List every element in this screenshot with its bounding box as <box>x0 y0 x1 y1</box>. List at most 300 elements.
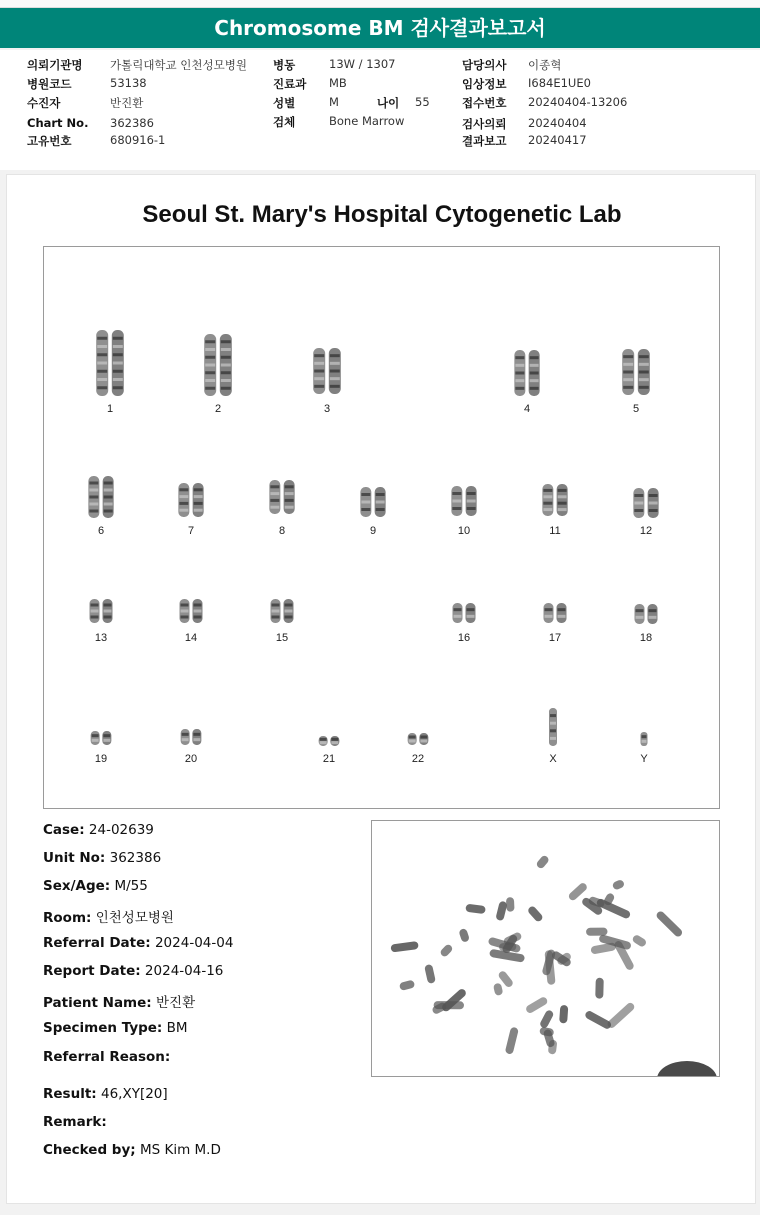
chromosome-band <box>92 734 99 737</box>
chromosome-band <box>221 379 231 382</box>
chromosome-band <box>623 378 633 381</box>
chromosome-band <box>550 737 556 740</box>
chromosome-band <box>194 502 203 505</box>
chromosome <box>408 733 417 745</box>
header-label: 담당의사 <box>462 58 507 72</box>
header-value: 362386 <box>110 116 154 130</box>
metaphase-chromosome <box>595 978 604 999</box>
chromosome-pair-16 <box>453 603 476 623</box>
chromosome-band <box>623 363 633 366</box>
chromosome-band <box>314 370 324 373</box>
chromosome-band <box>113 345 123 348</box>
chromosome-band <box>272 610 280 613</box>
metaphase-chromosome <box>493 983 504 997</box>
chromosome-band <box>113 337 123 340</box>
chromosome-band <box>104 610 112 613</box>
chromosome-band <box>104 489 113 492</box>
metaphase-chromosome <box>465 904 486 914</box>
chromosome-band <box>194 604 202 607</box>
chromosome-band <box>558 508 567 511</box>
header-label: 성별 <box>273 96 296 110</box>
chromosome-band <box>194 488 203 491</box>
chromosome-band <box>97 345 107 348</box>
chromosome-band <box>331 738 338 741</box>
metaphase-chromosome <box>399 980 415 991</box>
chromosome-band <box>205 348 215 351</box>
header-value: 13W / 1307 <box>329 57 396 71</box>
chromosome-band <box>376 493 385 496</box>
chromosome-band <box>515 364 524 367</box>
chromosome-band <box>221 387 231 390</box>
chromosome-pair-13 <box>90 599 113 623</box>
chromosome-band <box>545 615 553 618</box>
chromosome-band <box>543 502 552 505</box>
chromosome-label-Y: Y <box>640 753 648 765</box>
chromosome-band <box>409 740 416 743</box>
chromosome-band <box>649 509 658 512</box>
case-row: Case: 24-02639 <box>43 822 154 838</box>
chromosome-band <box>515 356 524 359</box>
chromosome-band <box>113 386 123 389</box>
chromosome-band <box>104 510 113 513</box>
chromosome-label-4: 4 <box>523 403 531 415</box>
chromosome-pair-12 <box>633 488 658 518</box>
chromosome-pair-1 <box>96 330 124 396</box>
metaphase-chromosome <box>505 1027 519 1055</box>
chromosome-band <box>623 355 633 358</box>
chromosome-band <box>452 492 461 495</box>
header-value: Bone Marrow <box>329 114 405 128</box>
chromosome-label-1: 1 <box>106 403 114 415</box>
chromosome-pair-21 <box>319 736 340 746</box>
chromosome-band <box>330 377 340 380</box>
metaphase-chromosome <box>612 879 626 891</box>
header-value: 반진환 <box>110 96 144 110</box>
chromosome-pair-6 <box>88 476 113 518</box>
chromosome-label-17: 17 <box>548 632 562 644</box>
chromosome <box>102 731 111 745</box>
chromosome-band <box>320 741 327 744</box>
header-value: MB <box>329 76 347 90</box>
chromosome-label-18: 18 <box>639 632 653 644</box>
chromosome-band <box>91 616 99 619</box>
chromosome-band <box>179 495 188 498</box>
chromosome-band <box>467 615 475 618</box>
chromosome-band <box>649 609 657 612</box>
header-label: 수진자 <box>27 96 61 110</box>
chromosome-label-5: 5 <box>632 403 640 415</box>
chromosome-pair-19 <box>91 731 112 745</box>
chromosome-band <box>193 733 200 736</box>
chromosome-band <box>89 510 98 513</box>
header-value: 20240404 <box>528 116 587 130</box>
chromosome-pair-8 <box>269 480 294 514</box>
chromosome-band <box>221 340 231 343</box>
chromosome-band <box>330 362 340 365</box>
chromosome-label-3: 3 <box>323 403 331 415</box>
result-row: Result: 46,XY[20] <box>43 1086 168 1102</box>
sex-age-row: Sex/Age: M/55 <box>43 878 148 894</box>
header-row-institution <box>27 57 83 73</box>
metaphase-chromosome <box>525 996 549 1015</box>
chromosome-band <box>636 616 644 619</box>
header-value: I684E1UE0 <box>528 76 591 90</box>
chromosome <box>192 729 201 745</box>
chromosome-label-7: 7 <box>187 525 195 537</box>
lab-title: Seoul St. Mary's Hospital Cytogenetic Lab <box>142 201 622 228</box>
metaphase-chromosome <box>390 941 418 953</box>
metaphase-chromosome <box>527 905 544 923</box>
chromosome-pair-10 <box>451 486 476 516</box>
chromosome-band <box>634 494 643 497</box>
chromosome-band <box>97 337 107 340</box>
chromosome-band <box>205 356 215 359</box>
metaphase-chromosome <box>495 901 507 922</box>
metaphase-chromosome <box>439 943 454 958</box>
chromosome-band <box>104 503 113 506</box>
chromosome-band <box>270 485 279 488</box>
metaphase-chromosome <box>458 928 470 943</box>
chromosome-band <box>558 608 566 611</box>
chromosome-band <box>467 492 476 495</box>
chromosome-label-19: 19 <box>94 753 108 765</box>
header-label: 병원코드 <box>27 77 72 91</box>
chromosome-label-15: 15 <box>275 632 289 644</box>
metaphase-chromosome <box>424 964 436 984</box>
metaphase-chromosome <box>506 897 515 912</box>
chromosome-band <box>530 379 539 382</box>
chromosome-band <box>194 509 203 512</box>
header-label: 검사의뢰 <box>462 117 507 131</box>
chromosome-band <box>452 500 461 503</box>
chromosome <box>419 733 428 745</box>
referral-date-row: Referral Date: 2024-04-04 <box>43 935 234 951</box>
chromosome <box>641 732 648 746</box>
chromosome-band <box>330 354 340 357</box>
chromosome-band <box>104 616 112 619</box>
chromosome-band <box>285 492 294 495</box>
metaphase-chromosome <box>655 910 684 938</box>
header-label: 결과보고 <box>462 134 507 148</box>
chromosome-band <box>179 509 188 512</box>
chromosome-band <box>285 604 293 607</box>
chromosome-band <box>550 714 556 717</box>
header-label: 접수번호 <box>462 96 507 110</box>
chromosome-band <box>97 353 107 356</box>
metaphase-chromosome <box>631 934 647 948</box>
chromosome-band <box>193 738 200 741</box>
age-label: 나이 <box>377 96 400 110</box>
chromosome-band <box>221 348 231 351</box>
chromosome-pair-3 <box>313 348 341 394</box>
chromosome-band <box>623 371 633 374</box>
chromosome-band <box>285 610 293 613</box>
chromosome-band <box>558 495 567 498</box>
chromosome-band <box>639 371 649 374</box>
chromosome-band <box>179 488 188 491</box>
chromosome-pair-7 <box>178 483 203 517</box>
chromosome-band <box>361 501 370 504</box>
chromosome-band <box>642 740 647 743</box>
chromosome-band <box>530 356 539 359</box>
chromosome-band <box>515 387 524 390</box>
chromosome-band <box>314 385 324 388</box>
chromosome-band <box>550 722 556 725</box>
chromosome-band <box>639 363 649 366</box>
chromosome-band <box>649 616 657 619</box>
chromosome-band <box>636 609 644 612</box>
header-label: 임상정보 <box>462 77 507 91</box>
chromosome-label-14: 14 <box>184 632 198 644</box>
metaphase-chromosome <box>539 1009 555 1029</box>
remark-row: Remark: <box>43 1114 107 1130</box>
metaphase-chromosome <box>559 1005 568 1024</box>
specimen-type-row: Specimen Type: BM <box>43 1020 188 1036</box>
chromosome-band <box>515 379 524 382</box>
chromosome <box>330 736 339 746</box>
chromosome-band <box>530 372 539 375</box>
header-label: 의뢰기관명 <box>27 58 83 72</box>
report-panel <box>6 174 756 1204</box>
chromosome-band <box>205 379 215 382</box>
karyogram-svg <box>44 247 719 808</box>
chromosome <box>181 729 190 745</box>
chromosome-band <box>314 377 324 380</box>
chromosome-pair-15 <box>271 599 294 623</box>
chromosome-band <box>558 489 567 492</box>
chromosome-band <box>97 370 107 373</box>
chromosome-band <box>270 499 279 502</box>
chromosome <box>466 603 476 623</box>
chromosome-band <box>194 616 202 619</box>
chromosome-band <box>467 500 476 503</box>
report-title: Chromosome BM 검사결과보고서 <box>0 8 760 48</box>
chromosome-band <box>285 616 293 619</box>
chromosome-band <box>104 604 112 607</box>
chromosome-band <box>376 508 385 511</box>
chromosome-band <box>623 386 633 389</box>
header-value: 20240417 <box>528 133 587 147</box>
chromosome-band <box>182 733 189 736</box>
karyogram-image <box>43 246 720 809</box>
chromosome-band <box>104 496 113 499</box>
metaphase-chromosome <box>535 854 550 869</box>
chromosome-band <box>91 604 99 607</box>
chromosome-label-2: 2 <box>214 403 222 415</box>
chromosome-band <box>530 387 539 390</box>
chromosome-band <box>103 734 110 737</box>
metaphase-chromosome <box>584 1010 613 1031</box>
chromosome-band <box>194 495 203 498</box>
chromosome-band <box>221 356 231 359</box>
chromosome-label-12: 12 <box>639 525 653 537</box>
chromosome-band <box>409 736 416 739</box>
chromosome-band <box>205 340 215 343</box>
interphase-nucleus <box>657 1061 717 1076</box>
chromosome-band <box>639 386 649 389</box>
chromosome-pair-X <box>549 708 557 746</box>
chromosome-band <box>543 495 552 498</box>
chromosome-band <box>639 378 649 381</box>
chromosome-band <box>113 353 123 356</box>
chromosome-label-8: 8 <box>278 525 286 537</box>
chromosome <box>453 603 463 623</box>
chromosome-band <box>285 485 294 488</box>
chromosome-band <box>89 503 98 506</box>
chromosome-band <box>181 610 189 613</box>
chromosome-band <box>634 509 643 512</box>
chromosome <box>269 480 280 514</box>
chromosome-band <box>270 506 279 509</box>
chromosome-band <box>113 378 123 381</box>
chromosome-band <box>558 615 566 618</box>
chromosome-band <box>314 362 324 365</box>
chromosome-label-22: 22 <box>411 753 425 765</box>
header-label: 고유번호 <box>27 134 72 148</box>
header-label: 검체 <box>273 115 296 129</box>
chromosome-band <box>330 370 340 373</box>
chromosome-band <box>221 364 231 367</box>
unit-row: Unit No: 362386 <box>43 850 162 866</box>
chromosome <box>549 708 557 746</box>
chromosome-band <box>634 502 643 505</box>
header-value: M <box>329 95 339 109</box>
chromosome-band <box>270 492 279 495</box>
metaphase-chromosome <box>586 928 608 936</box>
header-value: 가톨릭대학교 인천성모병원 <box>110 58 247 72</box>
header-value: 680916-1 <box>110 133 166 147</box>
chromosome-band <box>545 608 553 611</box>
chromosome-band <box>179 502 188 505</box>
chromosome-pair-14 <box>180 599 203 623</box>
chromosome-band <box>182 738 189 741</box>
chromosome-band <box>376 501 385 504</box>
chromosome-band <box>181 616 189 619</box>
chromosome <box>319 736 328 746</box>
chromosome-band <box>361 493 370 496</box>
chromosome-band <box>91 610 99 613</box>
header-value: 20240404-13206 <box>528 95 628 109</box>
chromosome-band <box>205 387 215 390</box>
chromosome-band <box>113 362 123 365</box>
chromosome-label-21: 21 <box>322 753 336 765</box>
chromosome-pair-4 <box>514 350 539 396</box>
chromosome-pair-Y <box>641 732 648 746</box>
chromosome-band <box>642 735 647 738</box>
patient-name-row: Patient Name: 반진환 <box>43 995 196 1011</box>
metaphase-image <box>371 820 720 1077</box>
chromosome-band <box>558 502 567 505</box>
chromosome-band <box>543 508 552 511</box>
chromosome-band <box>550 729 556 732</box>
chromosome <box>91 731 100 745</box>
chromosome <box>193 483 204 517</box>
referral-reason-row: Referral Reason: <box>43 1049 171 1065</box>
chromosome <box>557 484 568 516</box>
chromosome-band <box>331 741 338 744</box>
chromosome-band <box>97 362 107 365</box>
chromosome-band <box>97 378 107 381</box>
chromosome-band <box>515 372 524 375</box>
chromosome-band <box>543 489 552 492</box>
chromosome-pair-5 <box>622 349 650 395</box>
chromosome-label-10: 10 <box>457 525 471 537</box>
chromosome <box>542 484 553 516</box>
chromosome-band <box>181 604 189 607</box>
chromosome <box>648 604 658 624</box>
chromosome-band <box>285 506 294 509</box>
patient-header <box>0 50 760 170</box>
chromosome-pair-17 <box>544 603 567 623</box>
chromosome-band <box>467 507 476 510</box>
age-value: 55 <box>415 95 430 109</box>
chromosome-band <box>103 739 110 742</box>
chromosome-band <box>330 385 340 388</box>
chromosome-band <box>361 508 370 511</box>
chromosome-band <box>454 608 462 611</box>
chromosome-band <box>272 616 280 619</box>
chromosome-band <box>467 608 475 611</box>
chromosome <box>544 603 554 623</box>
chromosome-band <box>89 489 98 492</box>
chromosome-band <box>320 738 327 741</box>
chromosome-band <box>272 604 280 607</box>
chromosome-band <box>97 386 107 389</box>
chromosome-band <box>205 371 215 374</box>
metaphase-svg <box>372 821 719 1076</box>
header-value: 53138 <box>110 76 147 90</box>
chromosome-band <box>639 355 649 358</box>
chromosome-band <box>89 482 98 485</box>
header-label: 진료과 <box>273 77 307 91</box>
chromosome-pair-22 <box>408 733 429 745</box>
chromosome-label-9: 9 <box>369 525 377 537</box>
room-row: Room: 인천성모병원 <box>43 910 174 926</box>
chromosome-band <box>420 740 427 743</box>
header-label: Chart No. <box>27 116 89 130</box>
chromosome-band <box>649 502 658 505</box>
chromosome-band <box>420 736 427 739</box>
chromosome-band <box>194 610 202 613</box>
header-label: 병동 <box>273 58 296 72</box>
chromosome <box>557 603 567 623</box>
chromosome-band <box>205 364 215 367</box>
chromosome-band <box>89 496 98 499</box>
chromosome-pair-20 <box>181 729 202 745</box>
checked-by-row: Checked by; MS Kim M.D <box>43 1142 221 1158</box>
chromosome-pair-2 <box>204 334 232 396</box>
chromosome-band <box>452 507 461 510</box>
chromosome-band <box>454 615 462 618</box>
chromosome-label-16: 16 <box>457 632 471 644</box>
header-value: 이종혁 <box>528 58 562 72</box>
chromosome-pair-9 <box>360 487 385 517</box>
chromosome-label-13: 13 <box>94 632 108 644</box>
chromosome <box>284 480 295 514</box>
chromosome-band <box>92 739 99 742</box>
chromosome <box>178 483 189 517</box>
chromosome-label-6: 6 <box>97 525 105 537</box>
chromosome-band <box>113 370 123 373</box>
report-date-row: Report Date: 2024-04-16 <box>43 963 224 979</box>
chromosome-band <box>285 499 294 502</box>
chromosome-band <box>649 494 658 497</box>
chromosome-band <box>221 371 231 374</box>
chromosome-label-X: X <box>549 753 557 765</box>
chromosome-label-20: 20 <box>184 753 198 765</box>
chromosome-label-11: 11 <box>549 525 561 537</box>
chromosome-band <box>314 354 324 357</box>
